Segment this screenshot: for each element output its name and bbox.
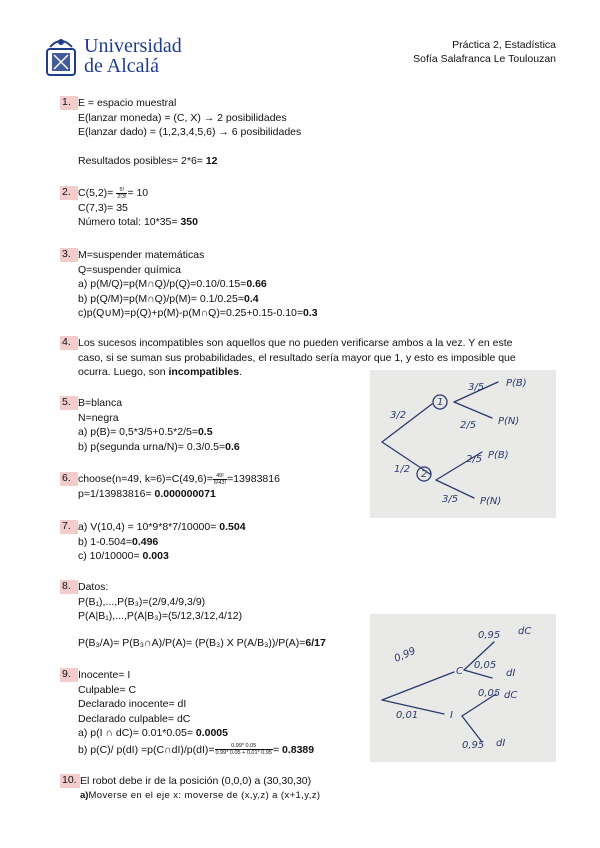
svg-text:2/5: 2/5 [466, 454, 483, 465]
fraction: $\frac{0.99* 0.05}{0.99* 0.05 + 0.01* 0.95}$ [215, 743, 272, 757]
university-seal-icon [44, 35, 78, 79]
svg-text:P(N): P(N) [498, 416, 520, 427]
question-number-1: 1. [60, 96, 78, 110]
question-number-4: 4. [60, 336, 78, 350]
svg-text:3/5: 3/5 [468, 382, 485, 393]
question-number-10: 10. [60, 774, 80, 788]
question-9: Inocente= I Culpable= C Declarado inocente= dI Declarado culpable= dC a) p(I ∩ dC)= 0.01*0.05= 0.0005 b) p(C)/ p(dI) =p(C∩dI)/p(dI)= $\frac{0.99* 0.05}{0.99* 0.05 + 0.01* 0.95}$ = 0.8389 [78, 669, 315, 757]
svg-text:0,05: 0,05 [478, 688, 501, 699]
question-number-7: 7. [60, 520, 78, 534]
question-number-6: 6. [60, 472, 78, 486]
svg-text:dI: dI [496, 738, 506, 749]
university-name [84, 36, 182, 76]
svg-text:3/5: 3/5 [442, 494, 459, 505]
svg-text:dC: dC [504, 690, 518, 701]
question-number-5: 5. [60, 396, 78, 410]
svg-text:P(N): P(N) [480, 496, 502, 507]
svg-text:C: C [456, 666, 463, 677]
question-5: B=blanca N=negra a) p(B)= 0,5*3/5+0.5*2/5=0.5 b) p(segunda urna/N)= 0.3/0.5=0.6 [78, 397, 240, 453]
probability-tree-photo-2 [370, 614, 556, 762]
question-8: Datos: P(B₁),...,P(B₃)=(2/9,4/9,3/9) P(A|B₁),...,P(A|B₃)=(5/12,3/12,4/12) P(B₃/A)= P(B₃∩A)/P(A)= (P(B₃) X P(A/B₃))/P(A)=6/17 [78, 581, 326, 649]
question-3: M=suspender matemáticas Q=suspender química a) p(M/Q)=p(M∩Q)/p(Q)=0.10/0.15=0.66 b) p(Q/M)=p(M∩Q)/p(M)= 0.1/0.25=0.4 c)p(Q∪M)=p(Q)+p(M)-p(M∩Q)=0.25+0.15-0.10=0.3 [78, 249, 318, 319]
author-name: Sofía Salafranca Le Toulouzan [413, 53, 556, 65]
course-title: Práctica 2, Estadística [452, 39, 556, 51]
svg-text:0,05: 0,05 [474, 660, 497, 671]
question-10: El robot debe ir de la posición (0,0,0) a (30,30,30) a)Moverse en el eje x: moverse de (x,y,z) a (x+1,y,z) [80, 775, 321, 801]
probability-tree-photo-1 [370, 370, 556, 518]
question-number-9: 9. [60, 668, 78, 682]
question-number-2: 2. [60, 186, 78, 200]
probability-tree-drawing-2 [370, 614, 556, 762]
probability-tree-drawing-1 [370, 370, 556, 518]
svg-text:dC: dC [518, 626, 532, 637]
university-name-line2: de Alcalá [84, 55, 159, 77]
svg-text:3/2: 3/2 [390, 410, 407, 421]
svg-text:1/2: 1/2 [394, 464, 411, 475]
svg-text:0,99: 0,99 [392, 645, 418, 665]
svg-text:P(B): P(B) [488, 450, 509, 461]
svg-text:0,95: 0,95 [478, 630, 501, 641]
document-header [413, 38, 556, 66]
university-name-line1: Universidad [84, 35, 182, 57]
svg-text:I: I [450, 710, 453, 721]
question-2: C(5,2)= $\frac{5!}{2!3!}$ = 10 C(7,3)= 35 Número total: 10*35= 350 [78, 186, 198, 228]
fraction: $\frac{49!}{6!43!}$ [213, 472, 227, 486]
svg-text:2: 2 [421, 469, 428, 480]
svg-text:0,01: 0,01 [396, 710, 419, 721]
question-6: choose(n=49, k=6)=C(49,6)= $\frac{49!}{6!43!}$ =13983816 p=1/13983816= 0.000000071 [78, 472, 280, 500]
question-number-8: 8. [60, 580, 78, 594]
question-7: a) V(10,4) = 10*9*8*7/10000= 0.504 b) 1-0.504=0.496 c) 10/10000= 0.003 [78, 521, 246, 562]
svg-text:P(B): P(B) [506, 378, 527, 389]
question-number-3: 3. [60, 248, 78, 262]
svg-text:2/5: 2/5 [460, 420, 477, 431]
svg-text:1: 1 [437, 397, 444, 408]
question-1: E = espacio muestral E(lanzar moneda) = (C, X) → 2 posibilidades E(lanzar dado) = (1,2,3,4,5,6) → 6 posibilidades Resultados posibles= 2*6= 12 [78, 97, 302, 167]
svg-text:dI: dI [506, 668, 516, 679]
question-4: Los sucesos incompatibles son aquellos que no pueden verificarse ambos a la vez. Y en este caso, si se suman sus probabilidades, el resultado sería mayor que 1, y esto es imposible que ocurra. Luego, son incompatibles. [78, 337, 516, 378]
svg-text:0,95: 0,95 [462, 740, 485, 751]
fraction: $\frac{5!}{2!3!}$ [117, 186, 127, 200]
